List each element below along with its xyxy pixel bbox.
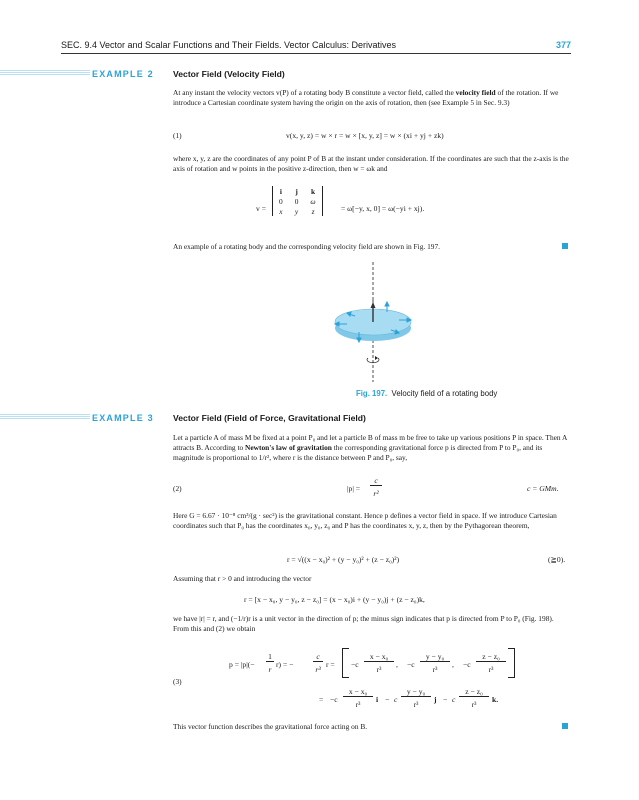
distance-equation-note: (≧0). <box>548 555 566 564</box>
comp-y-den: r³ <box>432 665 438 674</box>
comma: , <box>396 660 398 669</box>
unit-i: i <box>376 695 379 704</box>
line-2-y-den: r³ <box>413 700 419 709</box>
example-2-paragraph-3: An example of a rotating body and the corresponding velocity field are shown in Fig. 197. <box>173 242 441 251</box>
frac-c-den: r³ <box>315 665 321 674</box>
equation-number-2: (2) <box>173 484 182 493</box>
example-2-label: EXAMPLE 2 <box>92 69 154 79</box>
example-3-paragraph-4: we have |r| = r, and (−1/r)r is a unit vector in the direction of p; the minus sign indicates that p is directed from P to P₀ (Fig. 198). From this and (2) we obtain <box>173 614 554 634</box>
det-cell: y <box>294 206 299 216</box>
example-3-title: Vector Field (Field of Force, Gravitational Field) <box>173 413 366 423</box>
det-cell: k <box>310 186 316 196</box>
frac-one-den: r <box>268 665 272 674</box>
line-2-minus-c: −c <box>330 695 338 704</box>
line-2-minus: − <box>443 695 448 704</box>
equation-number-1: (1) <box>173 131 182 140</box>
line-2-z-den: r³ <box>471 700 477 709</box>
comp-minus-c: −c <box>463 660 471 669</box>
right-bracket <box>508 648 515 678</box>
equation-3-r-equals: r = <box>326 660 335 669</box>
text: At any instant the velocity vectors v(P) of a rotating body B constitute a vector field, called the <box>173 88 456 97</box>
header-rule <box>61 53 571 54</box>
equation-number-3: (3) <box>173 677 182 686</box>
equation-2-denominator: r² <box>373 489 379 498</box>
text: of the rotation. If we introduce a Cartesian coordinate system having the origin on the axis of rotation, then (see Example 5 in Sec. 9.3) <box>173 88 559 108</box>
unit-j: j <box>434 695 437 704</box>
figure-caption <box>356 389 497 398</box>
equation-2-numerator: c <box>370 476 382 486</box>
line-2-minus: − <box>385 695 390 704</box>
det-cell: i <box>279 186 282 196</box>
example-stripe <box>0 414 90 420</box>
equation-2-constant: c = GMm. <box>527 484 559 493</box>
comp-z-num: z − z₀ <box>476 652 506 662</box>
line-2-x-num: x − x₀ <box>343 687 373 697</box>
end-of-example-marker <box>562 243 568 249</box>
comp-x-num: x − x₀ <box>364 652 394 662</box>
example-3-paragraph-3: Assuming that r > 0 and introducing the vector <box>173 574 312 583</box>
det-cell: j <box>295 186 298 196</box>
frac-one-num: 1 <box>266 652 274 662</box>
det-rhs: = ω[−y, x, 0] = ω(−yi + xj). <box>341 204 425 213</box>
text: Let a particle A of mass M be fixed at a point P₀ and let a particle B of mass m be free to take up various positions P in space. Then A attracts B. According to <box>173 433 567 453</box>
omega-arrowhead-icon <box>371 302 376 308</box>
equation-1: v(x, y, z) = w × r = w × [x, y, z] = w × (xi + yj + zk) <box>286 131 444 140</box>
line-2-x-den: r³ <box>355 700 361 709</box>
line-2-y-num: y − y₀ <box>401 687 431 697</box>
unit-k: k. <box>492 695 499 704</box>
line-2-c: c <box>394 695 398 704</box>
term-newtons-law: Newton's law of gravitation <box>245 443 332 453</box>
example-3-paragraph-2: Here G = 6.67 · 10⁻⁸ cm³/(g · sec²) is the gravitational constant. Hence p defines a vector field in space. If we introduce Cartesian coordinates such that P₀ has the coordinates x₀, y₀, z₀ and P has the coordinates x, y, z, then by the Pythagorean theorem, <box>173 511 557 531</box>
equation-3-line-1-mid: r) = − <box>276 660 294 669</box>
determinant <box>272 186 323 216</box>
end-of-example-marker <box>562 723 568 729</box>
example-3-paragraph-1 <box>173 433 571 464</box>
page-number: 377 <box>555 40 571 50</box>
equation-2-lhs: |p| = <box>347 484 361 493</box>
comma: , <box>452 660 454 669</box>
det-cell: ω <box>310 196 316 206</box>
det-cell: x <box>279 206 283 216</box>
rotating-body-figure <box>325 262 425 384</box>
distance-equation: r = √((x − x₀)² + (y − y₀)² + (z − z₀)²) <box>287 555 400 564</box>
frac-c-num: c <box>313 652 323 662</box>
comp-minus-c: −c <box>407 660 415 669</box>
example-2-paragraph-1 <box>173 88 571 108</box>
example-stripe <box>0 70 90 76</box>
position-vector-equation: r = [x − x₀, y − y₀, z − z₀] = (x − x₀)i + (y − y₀)j + (z − z₀)k, <box>244 595 425 604</box>
section-title: SEC. 9.4 Vector and Scalar Functions and Their Fields. Vector Calculus: Derivatives <box>61 40 396 50</box>
figure-caption-text: Velocity field of a rotating body <box>391 389 498 398</box>
rotation-arrowhead-icon <box>375 356 378 360</box>
figure-label: Fig. 197. <box>356 389 388 398</box>
equation-3-line-1-start: p = |p|(− <box>229 660 255 669</box>
line-2-c: c <box>452 695 456 704</box>
text: the corresponding gravitational force p is directed from P to P₀, and its magnitude is proportional to 1/r², where r is the distance between P and P₀, say, <box>173 443 543 463</box>
comp-y-num: y − y₀ <box>420 652 450 662</box>
left-bracket <box>342 648 349 678</box>
comp-z-den: r³ <box>488 665 494 674</box>
example-2-paragraph-2: where x, y, z are the coordinates of any point P of B at the instant under consideration. If the coordinates are such that the z-axis is the axis of rotation and w points in the positive z-direction, then w = ωk and <box>173 154 569 174</box>
det-cell: 0 <box>294 196 299 206</box>
line-2-equals: = <box>319 695 324 704</box>
det-lhs: v = <box>256 204 266 213</box>
comp-minus-c: −c <box>351 660 359 669</box>
det-cell: 0 <box>279 196 283 206</box>
comp-x-den: r³ <box>376 665 382 674</box>
term-velocity-field: velocity field <box>455 88 496 97</box>
example-3-label: EXAMPLE 3 <box>92 413 154 423</box>
det-cell: z <box>311 206 315 216</box>
example-3-paragraph-5: This vector function describes the gravitational force acting on B. <box>173 722 368 731</box>
line-2-z-num: z − z₀ <box>459 687 489 697</box>
example-2-title: Vector Field (Velocity Field) <box>173 69 285 79</box>
